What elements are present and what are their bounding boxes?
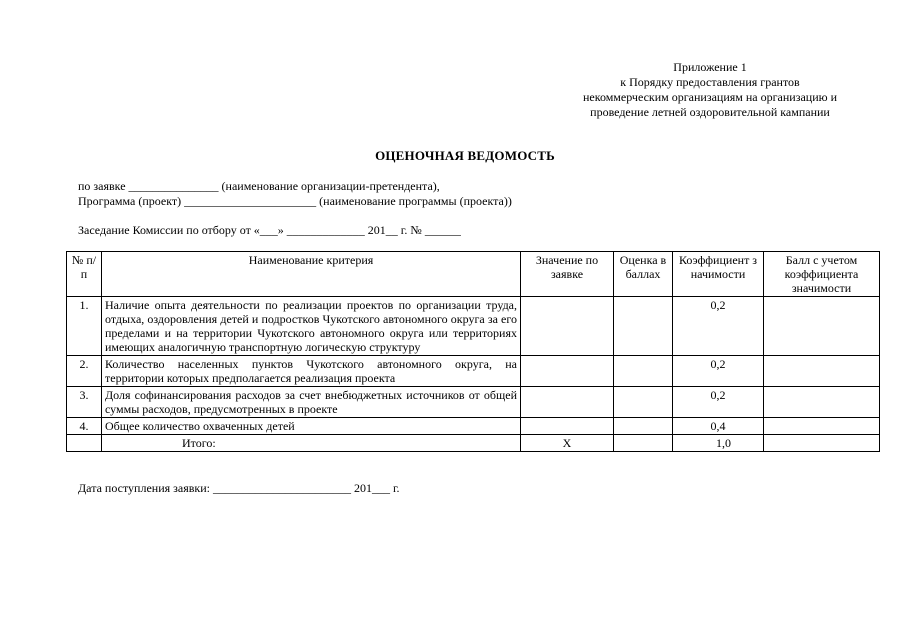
appendix-line-3: некоммерческим организациям на организацию и bbox=[582, 90, 838, 104]
row-score bbox=[614, 387, 673, 418]
row-criterion: Количество населенных пунктов Чукотского автономного округа, на территории которых предполагается реализация проекта bbox=[102, 356, 521, 387]
row-value bbox=[521, 297, 614, 356]
row-coef: 0,2 bbox=[673, 297, 764, 356]
criteria-table bbox=[66, 251, 880, 452]
table-row bbox=[67, 356, 880, 387]
row-weighted bbox=[764, 356, 880, 387]
table-row bbox=[67, 387, 880, 418]
row-score bbox=[614, 418, 673, 435]
total-num bbox=[67, 435, 102, 452]
row-criterion: Доля софинансирования расходов за счет внебюджетных источников от общей суммы расходов, предусмотренных в проекте bbox=[102, 387, 521, 418]
header-weighted: Балл с учетом коэффициента значимости bbox=[764, 252, 880, 297]
row-coef: 0,2 bbox=[673, 387, 764, 418]
date-received-field: Дата поступления заявки: _______________________ 201___ г. bbox=[78, 481, 400, 495]
row-value bbox=[521, 356, 614, 387]
header-score: Оценка в баллах bbox=[614, 252, 673, 297]
program-field: Программа (проект) ______________________ (наименование программы (проекта)) bbox=[78, 194, 512, 208]
appendix-line-4: проведение летней оздоровительной кампании bbox=[590, 105, 830, 119]
total-coef: 1,0 bbox=[673, 435, 764, 452]
total-score bbox=[614, 435, 673, 452]
total-value: X bbox=[521, 435, 614, 452]
header-num: № п/п bbox=[67, 252, 102, 297]
row-score bbox=[614, 356, 673, 387]
appendix-note bbox=[560, 60, 860, 120]
meeting-field: Заседание Комиссии по отбору от «___» _____________ 201__ г. № ______ bbox=[78, 223, 461, 237]
row-weighted bbox=[764, 297, 880, 356]
application-field: по заявке _______________ (наименование организации-претендента), bbox=[78, 179, 440, 193]
table-row bbox=[67, 418, 880, 435]
header-value: Значение по заявке bbox=[521, 252, 614, 297]
row-num: 2. bbox=[67, 356, 102, 387]
row-num: 3. bbox=[67, 387, 102, 418]
row-coef: 0,2 bbox=[673, 356, 764, 387]
table-total-row bbox=[67, 435, 880, 452]
row-value bbox=[521, 418, 614, 435]
row-value bbox=[521, 387, 614, 418]
header-coef: Коэффициент значимости bbox=[673, 252, 764, 297]
table-header-row bbox=[67, 252, 880, 297]
total-weighted bbox=[764, 435, 880, 452]
row-num: 1. bbox=[67, 297, 102, 356]
total-label: Итого: bbox=[102, 435, 521, 452]
row-criterion: Наличие опыта деятельности по реализации проектов по организации труда, отдыха, оздоровления детей и подростков Чукотского автономного округа за его пределами и на территории Чукотского автономного округа или территориях имеющих аналогичную транспортную логическую структуру bbox=[102, 297, 521, 356]
appendix-line-2: к Порядку предоставления грантов bbox=[620, 75, 800, 89]
table-row bbox=[67, 297, 880, 356]
row-score bbox=[614, 297, 673, 356]
row-weighted bbox=[764, 387, 880, 418]
row-weighted bbox=[764, 418, 880, 435]
row-num: 4. bbox=[67, 418, 102, 435]
row-criterion: Общее количество охваченных детей bbox=[102, 418, 521, 435]
header-criterion: Наименование критерия bbox=[102, 252, 521, 297]
document-title: ОЦЕНОЧНАЯ ВЕДОМОСТЬ bbox=[375, 148, 555, 163]
row-coef: 0,4 bbox=[673, 418, 764, 435]
appendix-line-1: Приложение 1 bbox=[673, 60, 747, 74]
